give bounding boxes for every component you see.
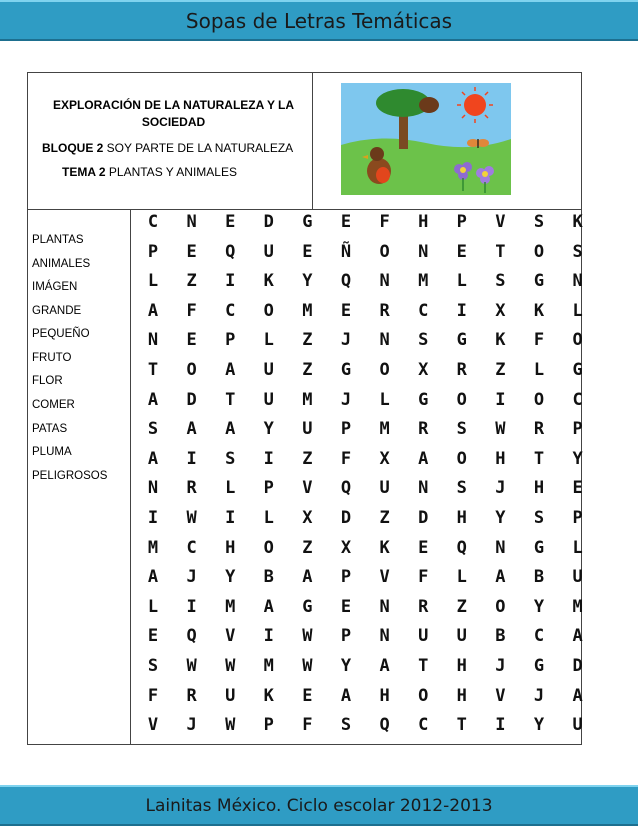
grid-letter[interactable]: S xyxy=(533,508,545,528)
grid-letter[interactable]: J xyxy=(495,478,506,499)
grid-letter[interactable]: Q xyxy=(379,715,390,736)
grid-letter[interactable]: E xyxy=(340,212,352,232)
grid-letter[interactable]: X xyxy=(379,448,390,469)
grid-letter[interactable]: U xyxy=(572,715,583,736)
grid-letter[interactable]: N xyxy=(418,478,429,499)
grid-letter[interactable]: H xyxy=(533,478,545,499)
grid-letter[interactable]: A xyxy=(572,626,583,647)
grid-letter[interactable]: N xyxy=(147,478,159,499)
grid-letter[interactable]: N xyxy=(495,537,506,558)
word-list xyxy=(28,210,131,744)
grid-letter[interactable]: U xyxy=(302,419,313,440)
grid-letter[interactable]: O xyxy=(456,448,467,469)
grid-letter[interactable]: I xyxy=(495,389,506,410)
grid-letter[interactable]: F xyxy=(418,567,429,588)
grid-letter[interactable]: I xyxy=(495,715,506,736)
grid-letter[interactable]: C xyxy=(418,715,429,736)
grid-letter[interactable]: S xyxy=(572,241,583,262)
grid-letter[interactable]: J xyxy=(186,567,197,588)
grid-letter[interactable]: O xyxy=(572,330,583,351)
grid-letter[interactable]: G xyxy=(418,389,429,410)
grid-letter[interactable]: G xyxy=(533,537,545,558)
topic-text: PLANTAS Y ANIMALES xyxy=(105,165,237,179)
bird-head-icon xyxy=(370,147,384,161)
grid-letter[interactable]: I xyxy=(456,300,467,321)
grid-letter[interactable]: M xyxy=(147,537,159,558)
grid-letter[interactable]: P xyxy=(572,419,583,440)
sun-icon xyxy=(464,94,486,116)
grid-letter[interactable]: F xyxy=(533,330,545,351)
grid-letter[interactable]: V xyxy=(147,715,159,736)
grid-letter[interactable]: V xyxy=(495,212,506,232)
grid-letter[interactable]: U xyxy=(572,567,583,588)
grid-letter[interactable]: Z xyxy=(379,508,390,528)
grid-letter[interactable]: K xyxy=(495,330,506,351)
grid-letter[interactable]: E xyxy=(302,241,313,262)
grid-letter[interactable]: P xyxy=(263,478,274,499)
grid-letter[interactable]: N xyxy=(186,212,197,232)
grid-letter[interactable]: A xyxy=(186,419,197,440)
grid-letter[interactable]: X xyxy=(495,300,506,321)
grid-letter[interactable]: G xyxy=(340,360,352,380)
grid-letter[interactable]: Y xyxy=(302,271,313,292)
grid-letter[interactable]: S xyxy=(495,271,506,292)
grid-letter[interactable]: N xyxy=(147,330,159,351)
grid-letter[interactable]: B xyxy=(495,626,506,647)
grid-letter[interactable]: P xyxy=(225,330,236,351)
worksheet xyxy=(27,72,582,745)
grid-letter[interactable]: Ñ xyxy=(340,241,352,262)
grid-letter[interactable]: K xyxy=(533,300,545,321)
grid-letter[interactable]: I xyxy=(225,508,236,528)
page-title: Sopas de Letras Temáticas xyxy=(185,8,453,33)
nature-illustration xyxy=(341,83,511,195)
grid-letter[interactable]: T xyxy=(533,448,545,469)
word-item: PELIGROSOS xyxy=(32,470,108,482)
grid-letter[interactable]: P xyxy=(147,241,159,262)
grid-letter[interactable]: Z xyxy=(186,271,197,292)
grid-letter[interactable]: O xyxy=(456,389,467,410)
grid-letter[interactable]: M xyxy=(302,300,313,321)
grid-letter[interactable]: W xyxy=(302,656,313,676)
grid-letter[interactable]: Z xyxy=(302,360,313,380)
grid-letter[interactable]: W xyxy=(495,419,506,440)
grid-letter[interactable]: Q xyxy=(456,537,467,558)
grid-letter[interactable]: E xyxy=(340,300,352,321)
grid-letter[interactable]: E xyxy=(572,478,583,499)
grid-letter[interactable]: F xyxy=(302,715,313,736)
grid-letter[interactable]: Q xyxy=(225,241,236,262)
grid-letter[interactable]: G xyxy=(302,596,313,617)
grid-letter[interactable]: T xyxy=(418,656,429,676)
grid-letter[interactable]: U xyxy=(379,478,390,499)
grid-letter[interactable]: A xyxy=(340,685,352,706)
grid-letter[interactable]: Z xyxy=(456,596,467,617)
grid-letter[interactable]: Y xyxy=(572,448,583,469)
grid-letter[interactable]: C xyxy=(147,212,159,232)
grid-letter[interactable]: K xyxy=(572,212,583,232)
grid-letter[interactable]: E xyxy=(147,626,159,647)
grid-letter[interactable]: N xyxy=(379,330,390,351)
grid-letter[interactable]: P xyxy=(572,508,583,528)
grid-letter[interactable]: S xyxy=(533,212,545,232)
grid-letter[interactable]: Y xyxy=(225,567,236,588)
grid-letter[interactable]: I xyxy=(263,626,274,647)
grid-letter[interactable]: U xyxy=(263,360,274,380)
grid-letter[interactable]: R xyxy=(456,360,467,380)
grid-letter[interactable]: L xyxy=(147,271,159,292)
grid-letter[interactable]: A xyxy=(263,596,274,617)
grid-letter[interactable]: E xyxy=(225,212,236,232)
grid-letter[interactable]: L xyxy=(533,360,545,380)
grid-letter[interactable]: N xyxy=(379,271,390,292)
grid-letter[interactable]: H xyxy=(379,685,390,706)
grid-letter[interactable]: S xyxy=(456,419,467,440)
grid-letter[interactable]: D xyxy=(340,508,352,528)
word-item: PLANTAS xyxy=(32,234,84,246)
worksheet-header xyxy=(28,73,581,210)
grid-letter[interactable]: M xyxy=(263,656,274,676)
grid-letter[interactable]: A xyxy=(379,656,390,676)
grid-letter[interactable]: I xyxy=(263,448,274,469)
word-item: PEQUEÑO xyxy=(32,328,90,340)
grid-letter[interactable]: L xyxy=(572,537,583,558)
grid-letter[interactable]: H xyxy=(225,537,236,558)
grid-letter[interactable]: Q xyxy=(186,626,197,647)
grid-letter[interactable]: L xyxy=(147,596,159,617)
grid-letter[interactable]: V xyxy=(225,626,236,647)
grid-letter[interactable]: W xyxy=(186,508,197,528)
grid-letter[interactable]: Z xyxy=(302,448,313,469)
header-info-cell xyxy=(28,73,313,210)
grid-letter[interactable]: Y xyxy=(533,715,545,736)
grid-letter[interactable]: E xyxy=(302,685,313,706)
grid-letter[interactable]: C xyxy=(572,389,583,410)
grid-letter[interactable]: D xyxy=(263,212,274,232)
grid-letter[interactable]: N xyxy=(379,626,390,647)
block-line xyxy=(42,141,293,155)
grid-letter[interactable]: C xyxy=(533,626,545,647)
grid-letter[interactable]: Y xyxy=(340,656,352,676)
grid-letter[interactable]: L xyxy=(456,567,467,588)
grid-letter[interactable]: L xyxy=(225,478,236,499)
grid-letter[interactable]: E xyxy=(456,241,467,262)
grid-letter[interactable]: W xyxy=(225,715,236,736)
grid-letter[interactable]: K xyxy=(263,685,274,706)
grid-letter[interactable]: S xyxy=(456,478,467,499)
grid-letter[interactable]: M xyxy=(572,596,583,617)
grid-letter[interactable]: X xyxy=(340,537,352,558)
grid-letter[interactable]: S xyxy=(147,419,159,440)
page-title-banner xyxy=(0,0,638,41)
grid-letter[interactable]: U xyxy=(263,241,274,262)
grid-letter[interactable]: J xyxy=(340,330,352,351)
grid-letter[interactable]: U xyxy=(418,626,429,647)
grid-letter[interactable]: I xyxy=(225,271,236,292)
grid-letter[interactable]: E xyxy=(186,241,197,262)
grid-letter[interactable]: L xyxy=(456,271,467,292)
grid-letter[interactable]: I xyxy=(186,596,197,617)
grid-letter[interactable]: J xyxy=(533,685,545,706)
grid-letter[interactable]: S xyxy=(225,448,236,469)
grid-letter[interactable]: Q xyxy=(340,478,352,499)
grid-letter[interactable]: O xyxy=(186,360,197,380)
grid-letter[interactable]: A xyxy=(147,567,159,588)
grid-letter[interactable]: U xyxy=(263,389,274,410)
grid-letter[interactable]: C xyxy=(186,537,197,558)
grid-letter[interactable]: Y xyxy=(533,596,545,617)
grid-letter[interactable]: V xyxy=(495,685,506,706)
grid-letter[interactable]: A xyxy=(225,419,236,440)
grid-letter[interactable]: T xyxy=(147,360,159,380)
grid-letter[interactable]: O xyxy=(533,389,545,410)
word-item: IMÁGEN xyxy=(32,281,78,293)
grid-letter[interactable]: V xyxy=(302,478,313,499)
grid-letter[interactable]: Z xyxy=(302,330,313,351)
grid-letter[interactable]: R xyxy=(418,596,429,617)
grid-letter[interactable]: I xyxy=(186,448,197,469)
grid-letter[interactable]: M xyxy=(418,271,429,292)
grid-letter[interactable]: P xyxy=(340,419,352,440)
grid-letter[interactable]: G xyxy=(456,330,467,351)
footer-banner xyxy=(0,785,638,826)
grid-letter[interactable]: L xyxy=(572,300,583,321)
grid-letter[interactable]: O xyxy=(495,596,506,617)
grid-letter[interactable]: E xyxy=(340,596,352,617)
grid-letter[interactable]: O xyxy=(263,300,274,321)
grid-letter[interactable]: X xyxy=(418,360,429,380)
grid-letter[interactable]: P xyxy=(456,212,467,232)
grid-letter[interactable]: D xyxy=(418,508,429,528)
grid-letter[interactable]: X xyxy=(302,508,313,528)
grid-letter[interactable]: G xyxy=(302,212,313,232)
grid-letter[interactable]: M xyxy=(302,389,313,410)
grid-letter[interactable]: A xyxy=(147,448,159,469)
grid-letter[interactable]: S xyxy=(340,715,352,736)
grid-letter[interactable]: H xyxy=(456,508,467,528)
grid-letter[interactable]: B xyxy=(533,567,545,588)
grid-letter[interactable]: N xyxy=(572,271,583,292)
grid-letter[interactable]: B xyxy=(263,567,274,588)
grid-letter[interactable]: R xyxy=(186,478,197,499)
grid-letter[interactable]: H xyxy=(418,212,429,232)
grid-letter[interactable]: R xyxy=(533,419,545,440)
grid-letter[interactable]: O xyxy=(418,685,429,706)
grid-letter[interactable]: A xyxy=(418,448,429,469)
footer-text: Lainitas México. Ciclo escolar 2012-2013 xyxy=(145,795,493,816)
grid-letter[interactable]: F xyxy=(147,685,159,706)
grid-letter[interactable]: F xyxy=(186,300,197,321)
grid-letter[interactable]: J xyxy=(186,715,197,736)
grid-letter[interactable]: R xyxy=(418,419,429,440)
grid-letter[interactable]: F xyxy=(379,212,390,232)
tree-branch-icon xyxy=(419,97,439,113)
grid-letter[interactable]: W xyxy=(225,656,236,676)
grid-letter[interactable]: U xyxy=(456,626,467,647)
word-item: GRANDE xyxy=(32,305,82,317)
grid-letter[interactable]: S xyxy=(418,330,429,351)
word-item: PATAS xyxy=(32,423,68,435)
block-text: SOY PARTE DE LA NATURALEZA xyxy=(103,141,294,155)
topic-line xyxy=(62,165,237,179)
word-item: ANIMALES xyxy=(32,258,91,270)
grid-letter[interactable]: K xyxy=(379,537,390,558)
word-item: PLUMA xyxy=(32,446,72,458)
grid-letter[interactable]: H xyxy=(456,656,467,676)
grid-letter[interactable]: J xyxy=(340,389,352,410)
grid-letter[interactable]: A xyxy=(302,567,313,588)
grid-letter[interactable]: A xyxy=(147,300,159,321)
grid-letter[interactable]: L xyxy=(379,389,390,410)
grid-letter[interactable]: P xyxy=(340,567,352,588)
grid-letter[interactable]: R xyxy=(186,685,197,706)
grid-letter[interactable]: M xyxy=(225,596,236,617)
grid-letter[interactable]: C xyxy=(418,300,429,321)
grid-letter[interactable]: Y xyxy=(263,419,274,440)
grid-letter[interactable]: K xyxy=(263,271,274,292)
grid-letter[interactable]: L xyxy=(263,330,274,351)
grid-letter[interactable]: N xyxy=(379,596,390,617)
grid-letter[interactable]: E xyxy=(418,537,429,558)
grid-letter[interactable]: A xyxy=(572,685,583,706)
grid-letter[interactable]: T xyxy=(456,715,467,736)
grid-letter[interactable]: Z xyxy=(302,537,313,558)
grid-letter[interactable]: O xyxy=(533,241,545,262)
block-label: BLOQUE 2 xyxy=(42,141,104,155)
grid-letter[interactable]: I xyxy=(147,508,159,528)
grid-letter[interactable]: Y xyxy=(495,508,506,528)
grid-letter[interactable]: A xyxy=(495,567,506,588)
grid-letter[interactable]: A xyxy=(225,360,236,380)
grid-letter[interactable]: D xyxy=(572,656,583,676)
grid-letter[interactable]: N xyxy=(418,241,429,262)
grid-letter[interactable]: P xyxy=(340,626,352,647)
grid-letter[interactable]: A xyxy=(147,389,159,410)
grid-letter[interactable]: R xyxy=(379,300,390,321)
grid-letter[interactable]: H xyxy=(495,448,506,469)
grid-letter[interactable]: M xyxy=(379,419,390,440)
grid-letter[interactable]: C xyxy=(225,300,236,321)
grid-letter[interactable]: D xyxy=(186,389,197,410)
grid-letter[interactable]: V xyxy=(379,567,390,588)
grid-letter[interactable]: P xyxy=(263,715,274,736)
grid-letter[interactable]: O xyxy=(379,360,390,380)
word-item: FLOR xyxy=(32,375,63,387)
grid-letter[interactable]: T xyxy=(495,241,506,262)
bird-breast-icon xyxy=(376,167,390,183)
grid-letter[interactable]: O xyxy=(263,537,274,558)
grid-letter[interactable]: L xyxy=(263,508,274,528)
grid-letter[interactable]: W xyxy=(186,656,197,676)
header-image-cell xyxy=(313,73,581,210)
grid-letter[interactable]: E xyxy=(186,330,197,351)
grid-letter[interactable]: Q xyxy=(340,271,352,292)
grid-letter[interactable]: F xyxy=(340,448,352,469)
grid-letter[interactable]: T xyxy=(225,389,236,410)
grid-letter[interactable]: H xyxy=(456,685,467,706)
subject-title: EXPLORACIÓN DE LA NATURALEZA Y LA SOCIEDAD xyxy=(52,98,295,129)
word-item: COMER xyxy=(32,399,75,411)
grid-letter[interactable]: G xyxy=(533,656,545,676)
grid-letter[interactable]: G xyxy=(572,360,583,380)
grid-letter[interactable]: U xyxy=(225,685,236,706)
grid-letter[interactable]: W xyxy=(302,626,313,647)
topic-label: TEMA 2 xyxy=(62,165,106,179)
grid-letter[interactable]: G xyxy=(533,271,545,292)
grid-letter[interactable]: J xyxy=(495,656,506,676)
grid-letter[interactable]: O xyxy=(379,241,390,262)
grid-letter[interactable]: S xyxy=(147,656,159,676)
grid-letter[interactable]: Z xyxy=(495,360,506,380)
word-item: FRUTO xyxy=(32,352,72,364)
